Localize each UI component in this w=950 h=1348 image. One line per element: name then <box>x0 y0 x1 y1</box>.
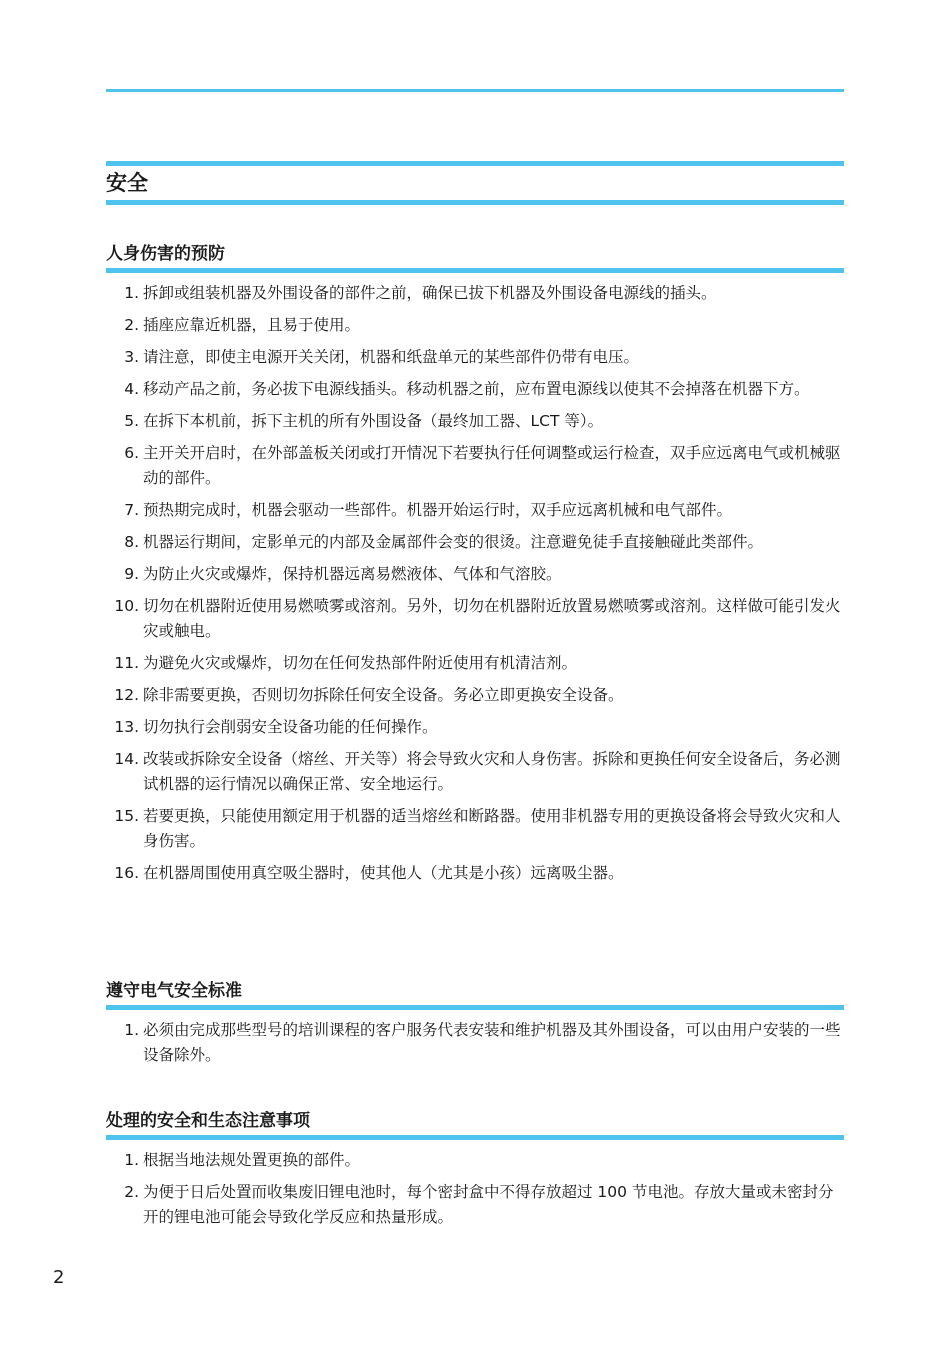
list-item <box>106 409 844 434</box>
item-list <box>106 281 844 886</box>
list-item <box>106 804 844 854</box>
section-rule <box>106 1135 844 1140</box>
list-item <box>106 1018 844 1068</box>
item-text: 为避免火灾或爆炸，切勿在任何发热部件附近使用有机清洁剂。 <box>143 654 578 672</box>
item-number: 12. <box>114 686 139 704</box>
item-number: 5. <box>124 412 139 430</box>
item-number: 11. <box>114 654 139 672</box>
list-item <box>106 683 844 708</box>
item-text: 根据当地法规处置更换的部件。 <box>143 1151 361 1169</box>
item-number: 10. <box>114 597 139 615</box>
item-text: 必须由完成那些型号的培训课程的客户服务代表安装和维护机器及其外围设备，可以由用户安装的一些设备除外。 <box>143 1021 841 1064</box>
item-number: 2. <box>124 316 139 334</box>
item-text: 改装或拆除安全设备（熔丝、开关等）将会导致火灾和人身伤害。拆除和更换任何安全设备后，务必测试机器的运行情况以确保正常、安全地运行。 <box>143 750 841 793</box>
section-electrical-safety <box>106 980 844 1075</box>
list-item <box>106 715 844 740</box>
item-text: 切勿执行会削弱安全设备功能的任何操作。 <box>143 718 438 736</box>
item-number: 16. <box>114 864 139 882</box>
item-text: 在拆下本机前，拆下主机的所有外围设备（最终加工器、LCT 等）。 <box>143 412 604 430</box>
item-text: 拆卸或组装机器及外围设备的部件之前，确保已拔下机器及外围设备电源线的插头。 <box>143 284 717 302</box>
list-item <box>106 530 844 555</box>
item-number: 7. <box>124 501 139 519</box>
list-item <box>106 345 844 370</box>
item-number: 1. <box>124 1151 139 1169</box>
list-item <box>106 377 844 402</box>
list-item <box>106 313 844 338</box>
section-title: 遵守电气安全标准 <box>106 981 242 1001</box>
item-text: 机器运行期间，定影单元的内部及金属部件会变的很烫。注意避免徒手直接触碰此类部件。 <box>143 533 764 551</box>
item-number: 9. <box>124 565 139 583</box>
list-item <box>106 281 844 306</box>
item-number: 1. <box>124 284 139 302</box>
page-number: 2 <box>53 1267 65 1288</box>
item-list <box>106 1018 844 1068</box>
item-number: 2. <box>124 1183 139 1201</box>
item-list <box>106 1148 844 1230</box>
header-rule <box>106 89 844 92</box>
page-title-block <box>106 161 844 205</box>
item-text: 除非需要更换，否则切勿拆除任何安全设备。务必立即更换安全设备。 <box>143 686 624 704</box>
item-text: 主开关开启时，在外部盖板关闭或打开情况下若要执行任何调整或运行检查，双手应远离电气或机械驱动的部件。 <box>143 444 841 487</box>
item-text: 在机器周围使用真空吸尘器时，使其他人（尤其是小孩）远离吸尘器。 <box>143 864 624 882</box>
item-number: 1. <box>124 1021 139 1039</box>
section-rule <box>106 1005 844 1010</box>
item-number: 14. <box>114 750 139 768</box>
item-number: 4. <box>124 380 139 398</box>
list-item <box>106 441 844 491</box>
list-item <box>106 861 844 886</box>
section-title: 处理的安全和生态注意事项 <box>106 1111 310 1131</box>
section-rule <box>106 268 844 273</box>
list-item <box>106 747 844 797</box>
item-number: 3. <box>124 348 139 366</box>
list-item <box>106 498 844 523</box>
item-number: 13. <box>114 718 139 736</box>
list-item <box>106 1148 844 1173</box>
title-rule-bottom <box>106 200 844 205</box>
section-title: 人身伤害的预防 <box>106 244 225 264</box>
list-item <box>106 594 844 644</box>
section-disposal-safety <box>106 1110 844 1237</box>
item-text: 为防止火灾或爆炸，保持机器远离易燃液体、气体和气溶胶。 <box>143 565 562 583</box>
section-injury-prevention <box>106 243 844 893</box>
item-number: 8. <box>124 533 139 551</box>
list-item <box>106 651 844 676</box>
item-text: 若要更换，只能使用额定用于机器的适当熔丝和断路器。使用非机器专用的更换设备将会导致火灾和人身伤害。 <box>143 807 841 850</box>
item-number: 15. <box>114 807 139 825</box>
item-text: 为便于日后处置而收集废旧锂电池时，每个密封盒中不得存放超过 100 节电池。存放大量或未密封分开的锂电池可能会导致化学反应和热量形成。 <box>143 1183 834 1226</box>
item-number: 6. <box>124 444 139 462</box>
list-item <box>106 1180 844 1230</box>
item-text: 请注意，即使主电源开关关闭，机器和纸盘单元的某些部件仍带有电压。 <box>143 348 640 366</box>
item-text: 插座应靠近机器，且易于使用。 <box>143 316 361 334</box>
item-text: 切勿在机器附近使用易燃喷雾或溶剂。另外，切勿在机器附近放置易燃喷雾或溶剂。这样做可能引发火灾或触电。 <box>143 597 841 640</box>
item-text: 预热期完成时，机器会驱动一些部件。机器开始运行时，双手应远离机械和电气部件。 <box>143 501 733 519</box>
page-title: 安全 <box>106 171 148 195</box>
item-text: 移动产品之前，务必拔下电源线插头。移动机器之前，应布置电源线以使其不会掉落在机器下方。 <box>143 380 810 398</box>
list-item <box>106 562 844 587</box>
